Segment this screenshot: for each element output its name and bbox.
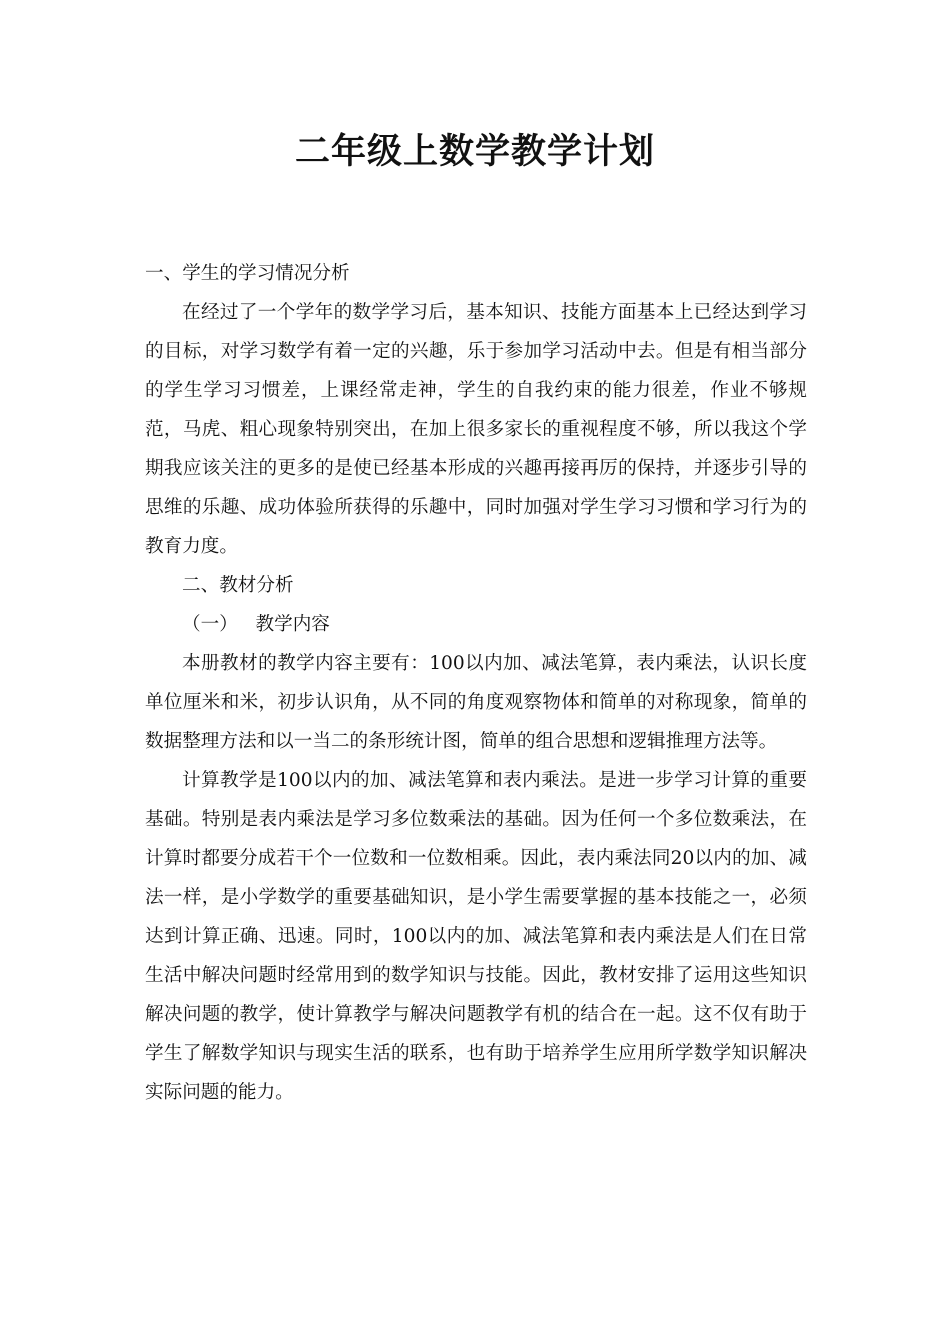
section-heading-textbook-analysis: 二、教材分析 [182,575,294,596]
document-body [145,254,807,1112]
paragraph-teaching-content: 本册教材的教学内容主要有：100以内加、减法笔算，表内乘法，认识长度单位厘米和米，初步认识角，从不同的角度观察物体和简单的对称现象，简单的数据整理方法和以一当二的条形统计图，简单的组合思想和逻辑推理方法等。 [145,653,807,752]
paragraph-calculation-teaching: 计算教学是100以内的加、减法笔算和表内乘法。是进一步学习计算的重要基础。特别是表内乘法是学习多位数乘法的基础。因为任何一个多位数乘法，在计算时都要分成若干个一位数和一位数相乘。因此，表内乘法同20以内的加、减法一样，是小学数学的重要基础知识，是小学生需要掌握的基本技能之一，必须达到计算正确、迅速。同时，100以内的加、减法笔算和表内乘法是人们在日常生活中解决问题时经常用到的数学知识与技能。因此，教材安排了运用这些知识解决问题的教学，使计算教学与解决问题教学有机的结合在一起。这不仅有助于学生了解数学知识与现实生活的联系，也有助于培养学生应用所学数学知识解决实际问题的能力。 [145,770,807,1103]
subheading-teaching-content: （一） 教学内容 [182,614,330,635]
paragraph-student-analysis: 在经过了一个学年的数学学习后，基本知识、技能方面基本上已经达到学习的目标，对学习数学有着一定的兴趣，乐于参加学习活动中去。但是有相当部分的学生学习习惯差，上课经常走神，学生的自我约束的能力很差，作业不够规范，马虎、粗心现象特别突出，在加上很多家长的重视程度不够，所以我这个学期我应该关注的更多的是使已经基本形成的兴趣再接再厉的保持，并逐步引导的思维的乐趣、成功体验所获得的乐趣中，同时加强对学生学习习惯和学习行为的教育力度。 [145,302,807,557]
section-heading-student-analysis: 一、学生的学习情况分析 [145,263,350,284]
document-title: 二年级上数学教学计划 [294,131,655,172]
